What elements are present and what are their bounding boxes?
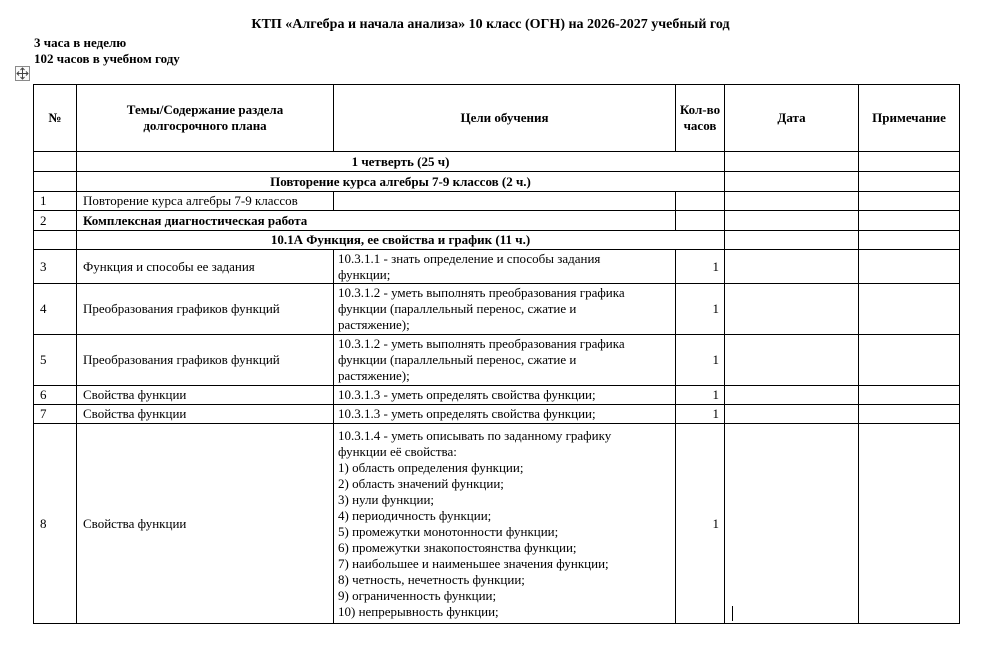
header-date: Дата [725, 85, 859, 152]
goal-line: 10.3.1.2 - уметь выполнять преобразования графика [338, 336, 625, 351]
row-goal [334, 284, 676, 335]
goal-line: 7) наибольшее и наименьшее значения функции; [338, 555, 609, 571]
goal-line: функции; [338, 266, 391, 282]
row-goal: 10.3.1.3 - уметь определять свойства функции; [334, 386, 676, 405]
row-topic: Повторение курса алгебры 7-9 классов [77, 192, 334, 211]
date-cell[interactable] [725, 424, 859, 624]
row-goal [334, 424, 676, 624]
goal-line: 10.3.1.1 - знать определение и способы задания [338, 250, 601, 266]
row-hours: 1 [676, 284, 725, 335]
ktp-table [33, 84, 960, 624]
table-row [34, 284, 960, 335]
row-topic: Комплексная диагностическая работа [77, 211, 676, 231]
section-row [34, 172, 960, 192]
goal-line: 9) ограниченность функции; [338, 587, 497, 603]
row-hours: 1 [676, 335, 725, 386]
table-row [34, 335, 960, 386]
goal-line: 3) нули функции; [338, 491, 435, 507]
goal-line: растяжение); [338, 368, 410, 383]
goal-line: 10.3.1.2 - уметь выполнять преобразования графика [338, 285, 625, 300]
row-goal [334, 250, 676, 284]
table-row [34, 192, 960, 211]
goal-line: 1) область определения функции; [338, 459, 524, 475]
row-topic: Преобразования графиков функций [77, 284, 334, 335]
goal-line: 5) промежутки монотонности функции; [338, 523, 559, 539]
row-hours: 1 [676, 424, 725, 624]
quarter-label: 1 четверть (25 ч) [351, 153, 450, 169]
text-cursor [732, 606, 733, 621]
hours-per-year: 102 часов в учебном году [34, 51, 180, 66]
row-num: 7 [34, 405, 77, 424]
header-num: № [34, 85, 77, 152]
quarter-row [34, 152, 960, 172]
table-row [34, 405, 960, 424]
row-topic: Преобразования графиков функций [77, 335, 334, 386]
row-num: 2 [34, 211, 77, 231]
header-hours: Кол-во часов [676, 85, 725, 152]
row-num: 3 [34, 250, 77, 284]
hours-per-week: 3 часа в неделю [34, 35, 127, 50]
document-title: КТП «Алгебра и начала анализа» 10 класс (ОГН) на 2026-2027 учебный год [251, 17, 730, 32]
header-goals: Цели обучения [334, 85, 676, 152]
section-function-label: 10.1А Функция, ее свойства и график (11 ч.) [77, 231, 725, 250]
row-num: 1 [34, 192, 77, 211]
goal-line: функции (параллельный перенос, сжатие и [338, 352, 577, 367]
row-topic: Свойства функции [77, 424, 334, 624]
goal-line: 10.3.1.4 - уметь описывать по заданному графику [338, 427, 612, 443]
goal-line: функции её свойства: [338, 443, 457, 459]
row-hours: 1 [676, 405, 725, 424]
table-row [34, 250, 960, 284]
row-goal: 10.3.1.3 - уметь определять свойства функции; [334, 405, 676, 424]
goal-line: функции (параллельный перенос, сжатие и [338, 301, 577, 316]
row-topic: Свойства функции [77, 386, 334, 405]
row-num: 4 [34, 284, 77, 335]
table-row [34, 211, 960, 231]
move-arrows-icon[interactable] [15, 66, 30, 81]
table-row [34, 424, 960, 624]
section-review-label: Повторение курса алгебры 7-9 классов (2 ч.) [77, 172, 725, 192]
goal-line: растяжение); [338, 317, 410, 332]
row-goal [334, 335, 676, 386]
row-num: 6 [34, 386, 77, 405]
row-num: 8 [34, 424, 77, 624]
table-header-row [34, 85, 960, 152]
goal-line: 4) периодичность функции; [338, 507, 492, 523]
row-topic: Функция и способы ее задания [77, 250, 334, 284]
row-hours: 1 [676, 250, 725, 284]
row-num: 5 [34, 335, 77, 386]
header-note: Примечание [859, 85, 960, 152]
goal-line: 8) четность, нечетность функции; [338, 571, 525, 587]
goal-line: 10) непрерывность функции; [338, 603, 499, 619]
goal-line: 2) область значений функции; [338, 475, 504, 491]
table-row [34, 386, 960, 405]
goal-line: 6) промежутки знакопостоянства функции; [338, 539, 577, 555]
row-hours: 1 [676, 386, 725, 405]
row-topic: Свойства функции [77, 405, 334, 424]
header-topic: Темы/Содержание раздела долгосрочного плана [77, 85, 334, 152]
section-row [34, 231, 960, 250]
